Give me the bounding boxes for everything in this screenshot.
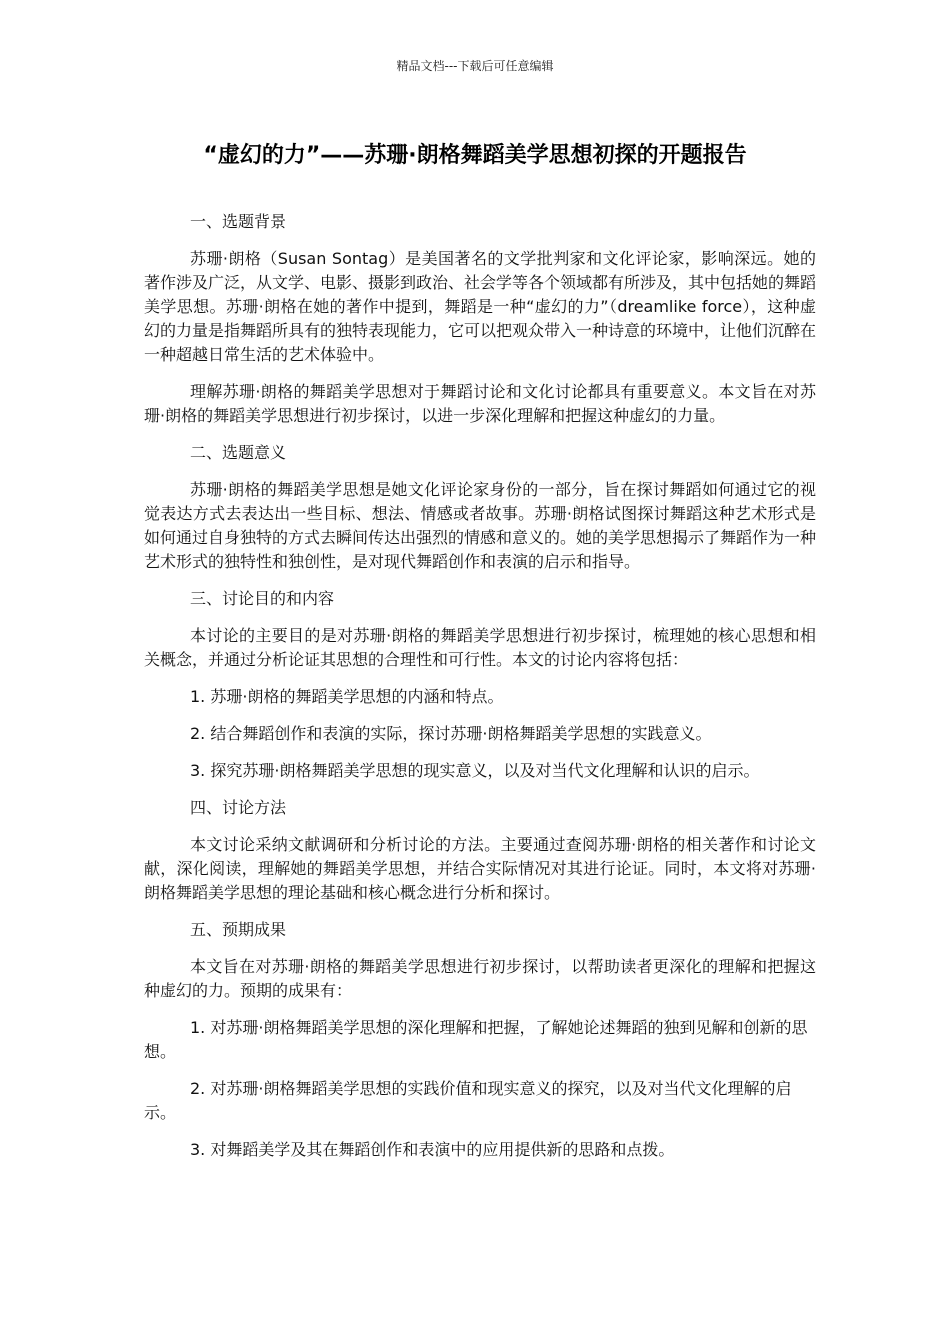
section-background (144, 210, 816, 428)
section-heading: 三、讨论目的和内容 (190, 589, 335, 608)
section-method (144, 796, 816, 905)
list-item: 3. 探究苏珊·朗格舞蹈美学思想的现实意义，以及对当代文化理解和认识的启示。 (190, 761, 760, 780)
paragraph: 理解苏珊·朗格的舞蹈美学思想对于舞蹈讨论和文化讨论都具有重要意义。本文旨在对苏珊·朗格的舞蹈美学思想进行初步探讨，以进一步深化理解和把握这种虚幻的力量。 (144, 382, 816, 425)
list-item: 2. 结合舞蹈创作和表演的实际，探讨苏珊·朗格舞蹈美学思想的实践意义。 (190, 724, 712, 743)
paragraph: 本文旨在对苏珊·朗格的舞蹈美学思想进行初步探讨，以帮助读者更深化的理解和把握这种虚幻的力。预期的成果有： (144, 957, 816, 1000)
paragraph: 本文讨论采纳文献调研和分析讨论的方法。主要通过查阅苏珊·朗格的相关著作和讨论文献，深化阅读，理解她的舞蹈美学思想，并结合实际情况对其进行论证。同时，本文将对苏珊·朗格舞蹈美学思想的理论基础和核心概念进行分析和探讨。 (144, 835, 816, 902)
list-item: 1. 苏珊·朗格的舞蹈美学思想的内涵和特点。 (190, 687, 504, 706)
list-item: 2. 对苏珊·朗格舞蹈美学思想的实践价值和现实意义的探究，以及对当代文化理解的启示。 (144, 1079, 792, 1122)
section-heading: 一、选题背景 (190, 212, 287, 231)
document-title: “虚幻的力”——苏珊·朗格舞蹈美学思想初探的开题报告 (203, 143, 747, 168)
section-heading: 二、选题意义 (190, 443, 287, 462)
section-heading: 五、预期成果 (190, 920, 287, 939)
section-heading: 四、讨论方法 (190, 798, 287, 817)
section-expected-results (144, 918, 816, 1162)
list-item: 3. 对舞蹈美学及其在舞蹈创作和表演中的应用提供新的思路和点拨。 (190, 1140, 675, 1159)
list-item: 1. 对苏珊·朗格舞蹈美学思想的深化理解和把握，了解她论述舞蹈的独到见解和创新的思想。 (144, 1018, 808, 1061)
document-body (144, 210, 816, 1175)
section-purpose-content (144, 587, 816, 783)
paragraph: 苏珊·朗格的舞蹈美学思想是她文化评论家身份的一部分，旨在探讨舞蹈如何通过它的视觉表达方式去表达出一些目标、想法、情感或者故事。苏珊·朗格试图探讨舞蹈这种艺术形式是如何通过自身独特的方式去瞬间传达出强烈的情感和意义的。她的美学思想揭示了舞蹈作为一种艺术形式的独特性和独创性，是对现代舞蹈创作和表演的启示和指导。 (144, 480, 817, 571)
section-significance (144, 441, 816, 574)
header-note: 精品文档---下载后可任意编辑 (396, 59, 554, 73)
paragraph: 苏珊·朗格（Susan Sontag）是美国著名的文学批判家和文化评论家，影响深远。她的著作涉及广泛，从文学、电影、摄影到政治、社会学等各个领域都有所涉及，其中包括她的舞蹈美学思想。苏珊·朗格在她的著作中提到，舞蹈是一种“虚幻的力”（dreamlike force），这种虚幻的力量是指舞蹈所具有的独特表现能力，它可以把观众带入一种诗意的环境中，让他们沉醉在一种超越日常生活的艺术体验中。 (144, 249, 817, 364)
paragraph: 本讨论的主要目的是对苏珊·朗格的舞蹈美学思想进行初步探讨，梳理她的核心思想和相关概念，并通过分析论证其思想的合理性和可行性。本文的讨论内容将包括： (144, 626, 816, 669)
